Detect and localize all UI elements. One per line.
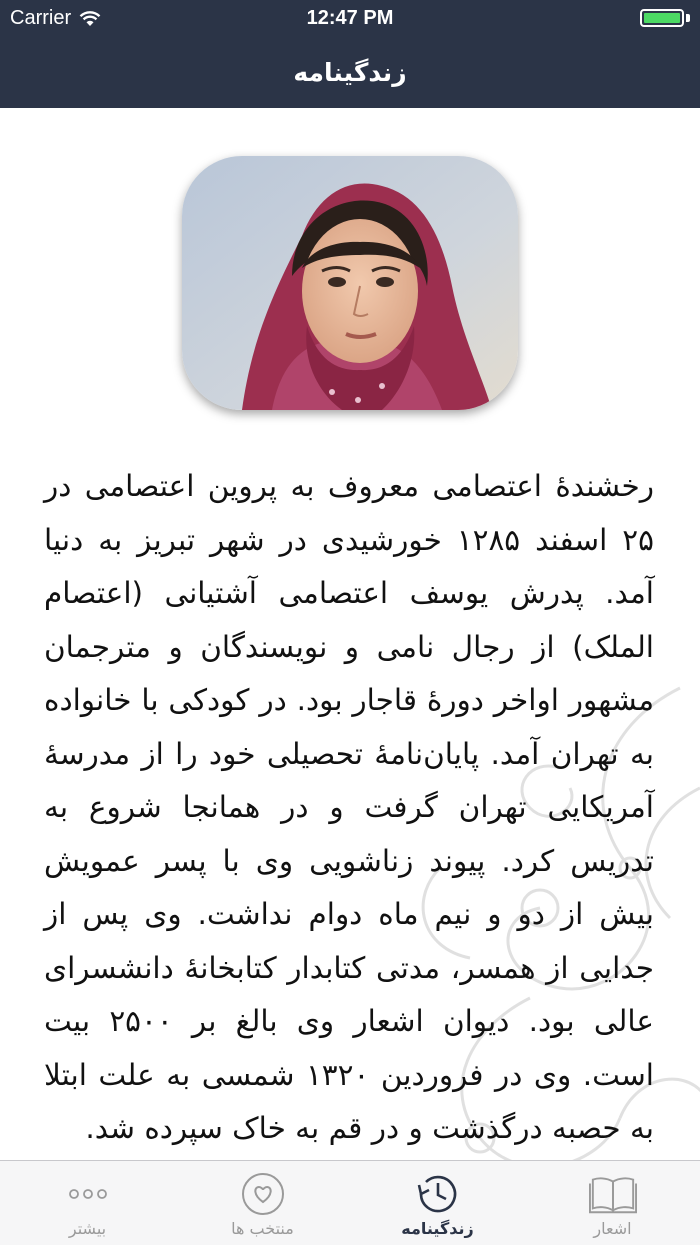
tab-poems[interactable] bbox=[525, 1161, 700, 1245]
tab-biography[interactable] bbox=[350, 1161, 525, 1245]
tab-biography-label: زندگینامه bbox=[401, 1219, 474, 1238]
biography-scroll-view[interactable] bbox=[0, 108, 700, 1160]
carrier-label: Carrier bbox=[10, 7, 72, 29]
book-icon bbox=[589, 1171, 637, 1217]
battery-level bbox=[644, 13, 680, 23]
battery-tip bbox=[686, 14, 690, 22]
more-icon bbox=[64, 1171, 112, 1217]
page-title: زندگینامه bbox=[293, 57, 407, 87]
portrait-image bbox=[182, 156, 518, 410]
battery-icon bbox=[640, 9, 684, 27]
tab-poems-label: اشعار bbox=[593, 1219, 632, 1238]
biography-text: رخشندهٔ اعتصامی معروف به پروین اعتصامی در ۲۵ اسفند ۱۲۸۵ خورشیدی در شهر تبریز به دنیا آمد. پدرش یوسف اعتصامی آشتیانی (اعتصام الملک) از رجال نامی و نویسندگان و مترجمان مشهور اواخر دورهٔ قاجار بود. در کودکی با خانواده به تهران آمد. پایان‌نامهٔ تحصیلی خود را از مدرسهٔ آمریکایی تهران گرفت و در همانجا شروع به تدریس کرد. پیوند زناشویی وی با پسر عمویش بیش از دو و نیم ماه دوام نداشت. وی پس از جدایی از همسر، مدتی کتابدار کتابخانهٔ دانشسرای عالی بود. دیوان اشعار وی بالغ بر ۲۵۰۰ بیت است. وی در فروردین ۱۳۲۰ شمسی به علت ابتلا به حصبه درگذشت و در قم به خاک سپرده شد. bbox=[44, 469, 654, 1145]
history-icon bbox=[414, 1171, 462, 1217]
tab-favorites-label: منتخب ها bbox=[231, 1219, 294, 1238]
heart-icon bbox=[239, 1171, 287, 1217]
tab-bar bbox=[0, 1160, 700, 1245]
status-time: 12:47 PM bbox=[306, 7, 394, 29]
tab-more-label: بیشتر bbox=[68, 1219, 107, 1238]
tab-favorites[interactable] bbox=[175, 1161, 350, 1245]
tab-more[interactable] bbox=[0, 1161, 175, 1245]
navigation-bar bbox=[0, 36, 700, 108]
status-bar bbox=[0, 0, 700, 36]
